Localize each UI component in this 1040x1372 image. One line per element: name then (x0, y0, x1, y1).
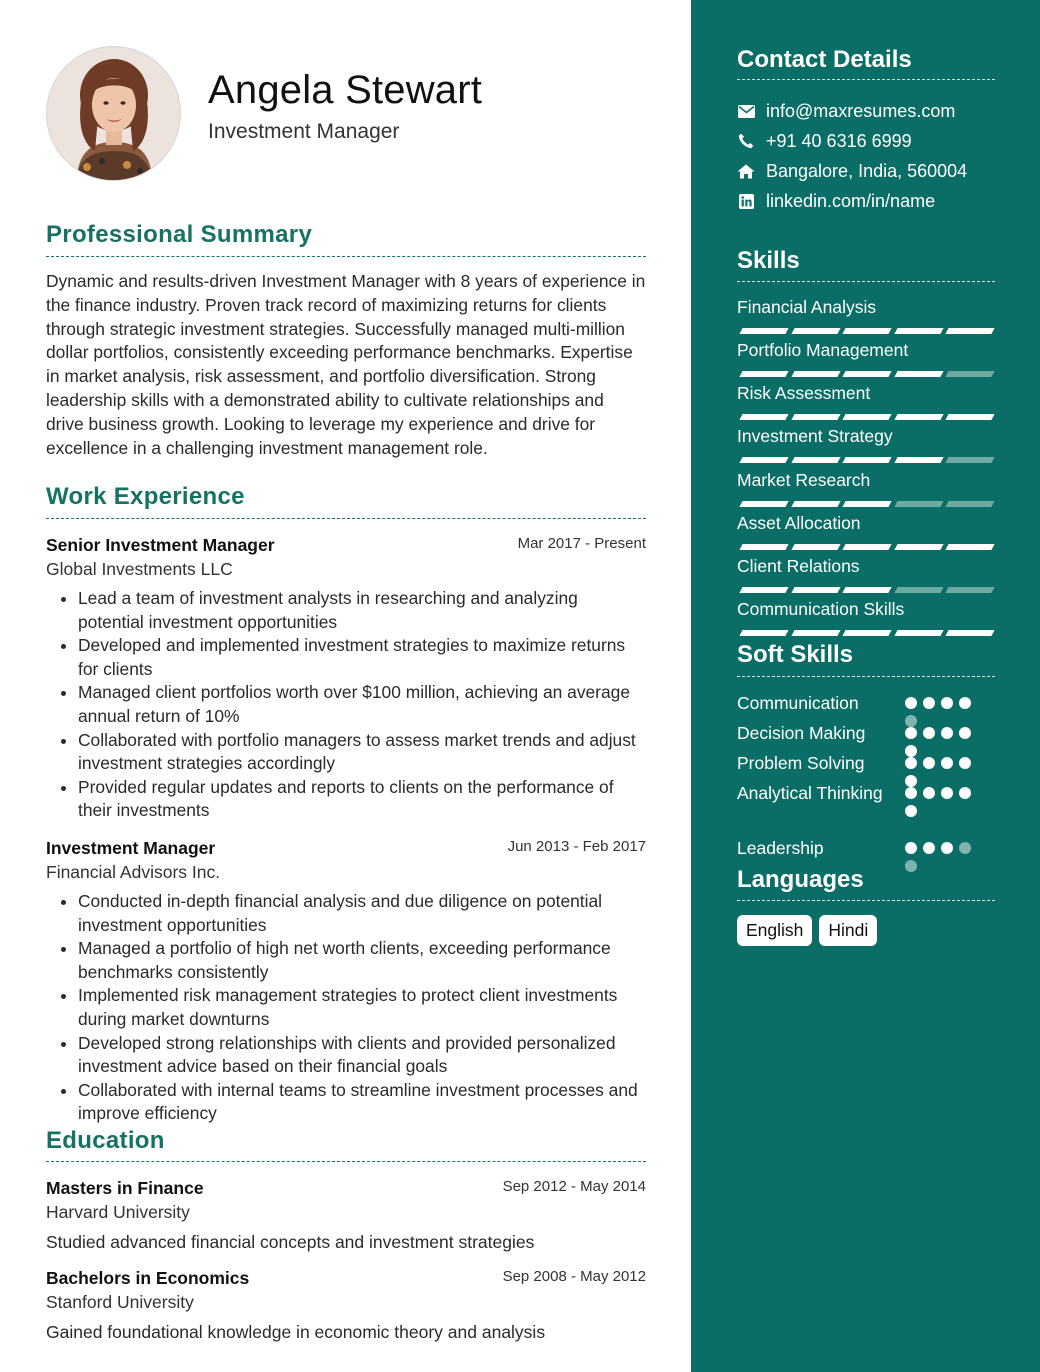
job-title: Senior Investment Manager (46, 535, 275, 555)
language-chip: Hindi (819, 915, 877, 946)
education-description: Gained foundational knowledge in economic theory and analysis (46, 1322, 546, 1342)
rating-dot (941, 787, 953, 799)
education-description: Studied advanced financial concepts and investment strategies (46, 1232, 535, 1252)
soft-skill-rating (905, 839, 985, 869)
section-title-soft-skills: Soft Skills (737, 641, 854, 668)
rating-dot (959, 787, 971, 799)
skill-name: Financial Analysis (737, 297, 877, 317)
skill-level-segment (739, 371, 788, 377)
rating-dot (941, 757, 953, 769)
section-divider (737, 281, 995, 282)
section-divider (46, 1161, 646, 1162)
rating-dot (941, 842, 953, 854)
skill-level-bar (737, 587, 993, 593)
soft-skill-name: Analytical Thinking (737, 783, 883, 803)
skill-level-segment (842, 328, 891, 334)
rating-dot (959, 842, 971, 854)
rating-dot (941, 697, 953, 709)
skill-level-segment (842, 630, 891, 636)
section-divider (737, 900, 995, 901)
language-chip: English (737, 915, 812, 946)
education-entry (46, 1178, 646, 1253)
contact-email-text: info@maxresumes.com (766, 100, 956, 121)
soft-skill-rating (905, 784, 985, 814)
job-bullet: • Developed strong relationships with clients and provided personalized investment advice based on their financial goals (78, 1032, 646, 1079)
skill-level-segment (791, 457, 840, 463)
skill-name: Investment Strategy (737, 426, 893, 446)
skill-level-segment (842, 414, 891, 420)
skill-level-bar (737, 457, 993, 463)
phone-icon (737, 132, 755, 150)
skill-name: Asset Allocation (737, 513, 861, 533)
skill-level-segment (791, 544, 840, 550)
skill-level-segment (791, 630, 840, 636)
skill-level-segment (791, 414, 840, 420)
school-name: Stanford University (46, 1292, 194, 1312)
section-divider (737, 676, 995, 677)
skill-level-segment (739, 544, 788, 550)
job-entry (46, 838, 646, 1126)
candidate-role: Investment Manager (208, 120, 400, 143)
skill-name: Client Relations (737, 556, 860, 576)
skill-row (737, 599, 993, 620)
soft-skill-name: Decision Making (737, 723, 866, 743)
soft-skill-row (737, 837, 995, 860)
skill-name: Portfolio Management (737, 340, 909, 360)
skill-level-bar (737, 371, 993, 377)
skill-level-bar (737, 544, 993, 550)
skill-row (737, 383, 993, 404)
skill-row (737, 340, 993, 361)
section-divider (46, 518, 646, 519)
job-date: Jun 2013 - Feb 2017 (507, 838, 646, 855)
skill-row (737, 513, 993, 534)
envelope-icon (737, 102, 755, 120)
rating-dot (923, 697, 935, 709)
skill-level-segment (945, 630, 994, 636)
skill-level-segment (894, 501, 943, 507)
contact-address-text: Bangalore, India, 560004 (766, 160, 968, 181)
skill-row (737, 556, 993, 577)
skill-level-segment (842, 371, 891, 377)
soft-skill-row (737, 752, 995, 775)
skill-level-segment (739, 501, 788, 507)
skill-level-segment (894, 371, 943, 377)
job-bullet: • Managed client portfolios worth over $100 million, achieving an average annual return of 10% (78, 681, 646, 728)
rating-dot (905, 787, 917, 799)
job-bullet: • Provided regular updates and reports to clients on the performance of their investments (78, 776, 646, 823)
rating-dot (905, 842, 917, 854)
rating-dot (959, 757, 971, 769)
job-date: Mar 2017 - Present (517, 535, 646, 552)
skill-level-segment (894, 544, 943, 550)
job-bullet: • Developed and implemented investment strategies to maximize returns for clients (78, 634, 646, 681)
contact-linkedin-text: linkedin.com/in/name (766, 190, 936, 211)
skill-level-segment (894, 630, 943, 636)
skill-level-segment (945, 371, 994, 377)
rating-dot (905, 727, 917, 739)
skill-level-segment (842, 587, 891, 593)
job-title: Investment Manager (46, 838, 216, 858)
skill-level-segment (842, 544, 891, 550)
section-title-skills: Skills (737, 247, 800, 274)
skill-level-segment (739, 630, 788, 636)
job-bullets (46, 587, 646, 823)
skill-level-segment (945, 457, 994, 463)
skill-level-segment (791, 587, 840, 593)
contact-phone[interactable] (737, 130, 912, 152)
section-title-summary: Professional Summary (46, 221, 313, 248)
languages-list (737, 915, 877, 946)
soft-skill-row (737, 722, 995, 745)
skill-level-segment (739, 414, 788, 420)
soft-skill-name: Leadership (737, 838, 824, 858)
candidate-name: Angela Stewart (208, 68, 483, 112)
job-bullets (46, 890, 646, 1126)
job-bullet: • Collaborated with internal teams to streamline investment processes and improve efficiency (78, 1079, 646, 1126)
skill-level-segment (739, 457, 788, 463)
job-bullet: • Managed a portfolio of high net worth clients, exceeding performance benchmarks consistently (78, 937, 646, 984)
job-entry (46, 535, 646, 823)
rating-dot (905, 697, 917, 709)
contact-phone-text: +91 40 6316 6999 (766, 130, 912, 151)
rating-dot (923, 842, 935, 854)
job-company: Global Investments LLC (46, 559, 233, 579)
skill-level-segment (894, 328, 943, 334)
section-divider (737, 79, 995, 80)
skill-level-segment (842, 457, 891, 463)
rating-dot (905, 805, 917, 817)
section-title-contact: Contact Details (737, 46, 912, 73)
soft-skill-rating (905, 754, 985, 784)
job-bullet: • Collaborated with portfolio managers to assess market trends and adjust investment strategies accordingly (78, 729, 646, 776)
skill-level-segment (894, 587, 943, 593)
skill-level-segment (791, 371, 840, 377)
education-date: Sep 2012 - May 2014 (502, 1178, 646, 1195)
section-title-experience: Work Experience (46, 483, 245, 510)
skill-level-segment (894, 414, 943, 420)
section-title-languages: Languages (737, 866, 864, 893)
skill-row (737, 297, 993, 318)
degree-title: Bachelors in Economics (46, 1268, 250, 1288)
soft-skill-rating (905, 724, 985, 754)
skill-row (737, 426, 993, 447)
skill-level-bar (737, 414, 993, 420)
rating-dot (923, 787, 935, 799)
contact-email[interactable] (737, 100, 955, 122)
skill-row (737, 470, 993, 491)
skill-name: Market Research (737, 470, 871, 490)
skill-level-segment (945, 587, 994, 593)
job-company: Financial Advisors Inc. (46, 862, 221, 882)
soft-skill-row (737, 782, 995, 805)
job-bullet: • Implemented risk management strategies to protect client investments during market downturns (78, 984, 646, 1031)
education-entry (46, 1268, 646, 1343)
school-name: Harvard University (46, 1202, 190, 1222)
section-title-education: Education (46, 1127, 165, 1154)
skill-level-segment (791, 328, 840, 334)
sidebar (691, 0, 1040, 1372)
soft-skill-row (737, 692, 995, 715)
soft-skill-rating (905, 694, 985, 724)
avatar (46, 46, 181, 181)
skill-level-segment (842, 501, 891, 507)
degree-title: Masters in Finance (46, 1178, 204, 1198)
skill-level-bar (737, 630, 993, 636)
skill-level-segment (945, 544, 994, 550)
soft-skill-name: Problem Solving (737, 753, 865, 773)
job-bullet: • Lead a team of investment analysts in researching and analyzing potential investment opportunities (78, 587, 646, 634)
portrait-photo (47, 47, 181, 181)
rating-dot (905, 860, 917, 872)
skill-level-segment (791, 501, 840, 507)
rating-dot (959, 697, 971, 709)
rating-dot (923, 727, 935, 739)
rating-dot (923, 757, 935, 769)
rating-dot (941, 727, 953, 739)
section-divider (46, 256, 646, 257)
home-icon (737, 162, 755, 180)
contact-linkedin[interactable] (737, 190, 935, 212)
skill-level-segment (945, 328, 994, 334)
rating-dot (905, 757, 917, 769)
education-date: Sep 2008 - May 2012 (502, 1268, 646, 1285)
rating-dot (959, 727, 971, 739)
skill-level-segment (894, 457, 943, 463)
job-bullet: • Conducted in-depth financial analysis and due diligence on potential investment opportunities (78, 890, 646, 937)
skill-level-bar (737, 501, 993, 507)
skill-name: Communication Skills (737, 599, 905, 619)
summary-text: Dynamic and results-driven Investment Manager with 8 years of experience in the finance industry. Proven track record of maximizing returns for clients through strategic investment strategies. Successfully managed multi-million dollar portfolios, consistently exceeding performance benchmarks. Expertise in market analysis, risk assessment, and portfolio diversification. Strong leadership skills with a demonstrated ability to cultivate relationships and drive business growth. Looking to leverage my experience and drive for excellence in a challenging investment management role. (46, 271, 646, 458)
contact-address (737, 160, 967, 182)
skill-level-segment (739, 328, 788, 334)
soft-skill-name: Communication (737, 693, 859, 713)
skill-level-segment (945, 414, 994, 420)
skill-level-segment (945, 501, 994, 507)
skill-level-bar (737, 328, 993, 334)
linkedin-icon (737, 192, 755, 210)
skill-name: Risk Assessment (737, 383, 871, 403)
skill-level-segment (739, 587, 788, 593)
